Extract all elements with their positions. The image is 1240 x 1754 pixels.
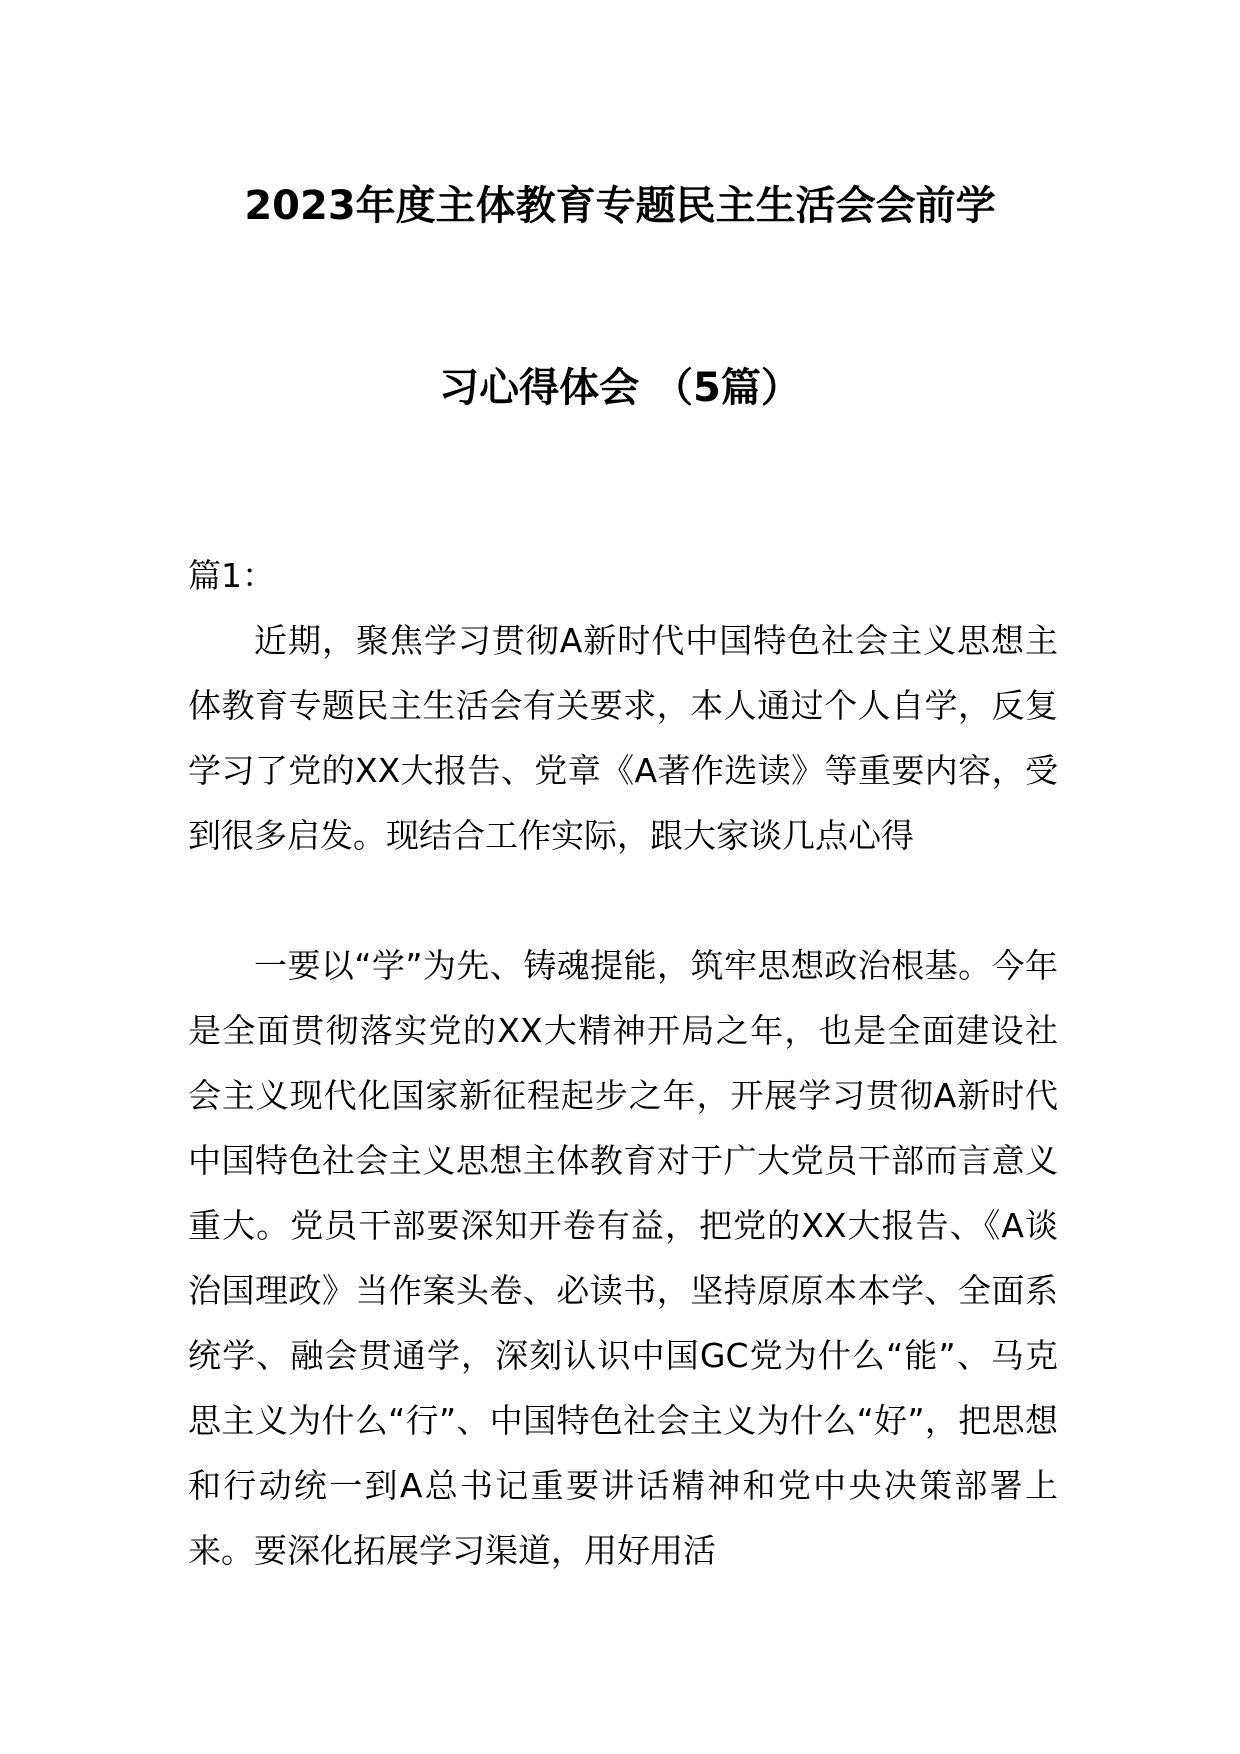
document-title-line-2: 习心得体会 （5篇） [439, 365, 801, 411]
document-title-line-1: 2023年度主体教育专题民主生活会会前学 [244, 183, 996, 229]
paragraph-2: 一要以“学”为先、铸魂提能，筑牢思想政治根基。今年是全面贯彻落实党的XX大精神开局之年，也是全面建设社会主义现代化国家新征程起步之年，开展学习贯彻A新时代中国特色社会主义思想主体教育对于广大党员干部而言意义重大。党员干部要深知开卷有益，把党的XX大报告、《A谈治国理政》当作案头卷、必读书，坚持原原本本学、全面系统学、融会贯通学，深刻认识中国GC党为什么“能”、马克思主义为什么“行”、中国特色社会主义为什么“好”，把思想和行动统一到A总书记重要讲话精神和党中央决策部署上来。要深化拓展学习渠道，用好用活 [188, 946, 1058, 1570]
paragraph-1: 近期，聚焦学习贯彻A新时代中国特色社会主义思想主体教育专题民主生活会有关要求，本人通过个人自学，反复学习了党的XX大报告、党章《A著作选读》等重要内容，受到很多启发。现结合工作实际，跟大家谈几点心得 [188, 621, 1058, 855]
section-label: 篇1： [188, 556, 275, 595]
